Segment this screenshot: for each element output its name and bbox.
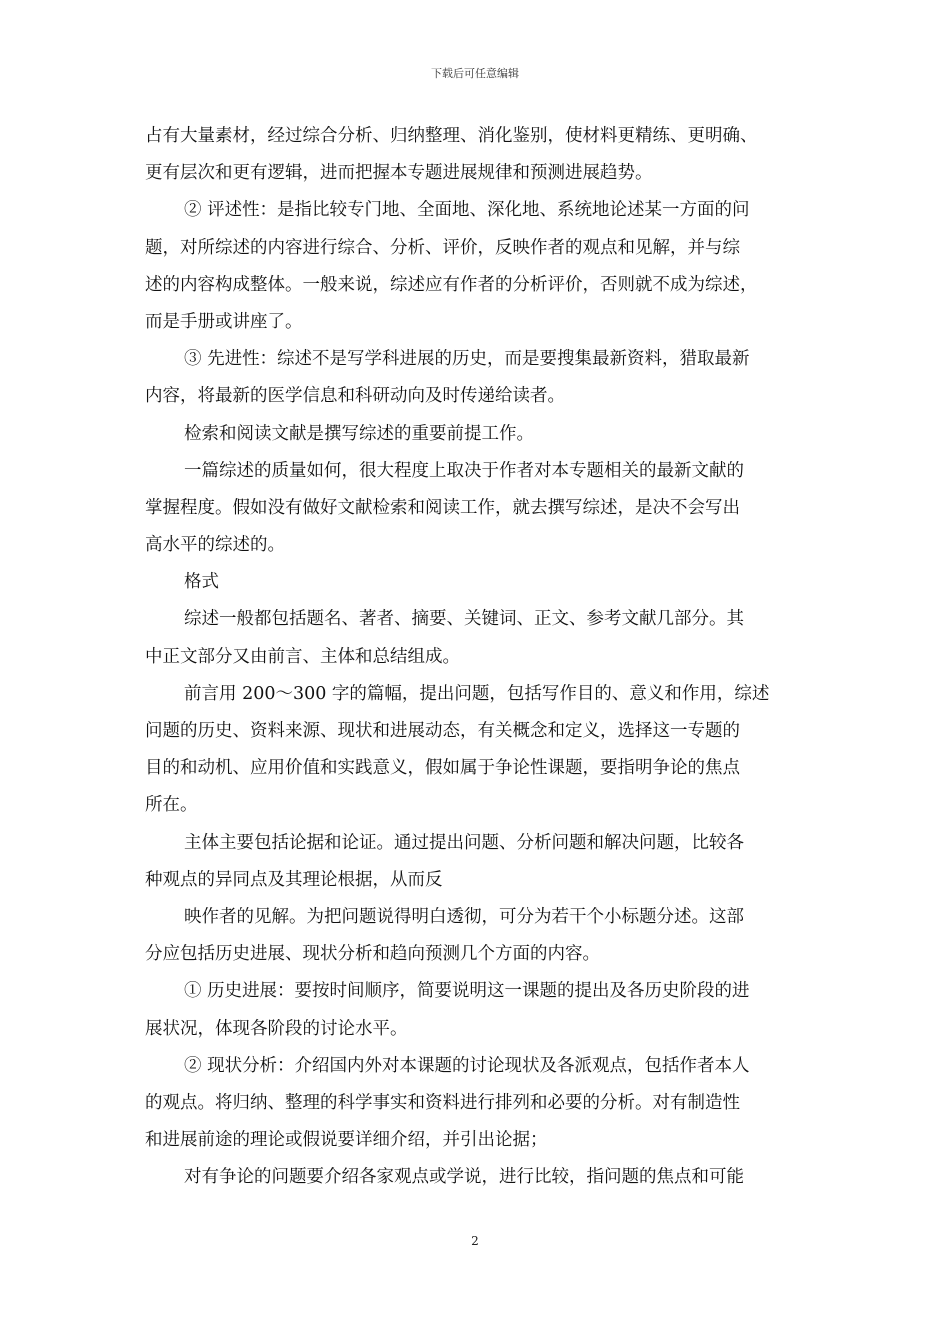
text-line: 题，对所综述的内容进行综合、分析、评价，反映作者的观点和见解，并与综 [145, 237, 740, 258]
text-line: 主体主要包括论据和论证。通过提出问题、分析问题和解决问题，比较各 [184, 832, 744, 853]
text-line: ① 历史进展：要按时间顺序，简要说明这一课题的提出及各历史阶段的进 [184, 981, 750, 1002]
text-line: 前言用 200～300 字的篇幅，提出问题，包括写作目的、意义和作用，综述 [184, 683, 770, 704]
text-line: 占有大量素材，经过综合分析、归纳整理、消化鉴别，使材料更精练、更明确、 [145, 126, 758, 146]
text-line: 掌握程度。假如没有做好文献检索和阅读工作，就去撰写综述，是决不会写出 [145, 497, 740, 518]
text-line: 中正文部分又由前言、主体和总结组成。 [145, 646, 460, 667]
text-line: 映作者的见解。为把问题说得明白透彻，可分为若干个小标题分述。这部 [184, 906, 744, 927]
text-line: 述的内容构成整体。一般来说，综述应有作者的分析评价，否则就不成为综述， [145, 274, 758, 295]
text-line: ③ 先进性：综述不是写学科进展的历史，而是要搜集最新资料，猎取最新 [184, 349, 750, 370]
text-line: 展状况，体现各阶段的讨论水平。 [145, 1018, 408, 1039]
text-line: 种观点的异同点及其理论根据，从而反 [145, 869, 443, 890]
text-line: 高水平的综述的。 [145, 535, 285, 556]
page-header: 下载后可任意编辑 [431, 67, 519, 80]
text-line: 所在。 [145, 795, 198, 816]
text-line: 内容，将最新的医学信息和科研动向及时传递给读者。 [145, 386, 565, 407]
text-line: 更有层次和更有逻辑，进而把握本专题进展规律和预测进展趋势。 [145, 163, 653, 184]
document-body [145, 118, 820, 1196]
text-line: 而是手册或讲座了。 [145, 311, 303, 332]
text-line: 一篇综述的质量如何，很大程度上取决于作者对本专题相关的最新文献的 [184, 460, 744, 481]
text-line: ② 现状分析：介绍国内外对本课题的讨论现状及各派观点，包括作者本人 [184, 1055, 750, 1076]
text-line: 的观点。将归纳、整理的科学事实和资料进行排列和必要的分析。对有制造性 [145, 1092, 740, 1113]
text-line: 格式 [184, 572, 219, 593]
text-line: 分应包括历史进展、现状分析和趋向预测几个方面的内容。 [145, 944, 600, 965]
text-line: 检索和阅读文献是撰写综述的重要前提工作。 [184, 423, 534, 444]
page-number: 2 [471, 1234, 479, 1248]
text-line: 对有争论的问题要介绍各家观点或学说，进行比较，指问题的焦点和可能 [184, 1167, 744, 1188]
text-line: 问题的历史、资料来源、现状和进展动态，有关概念和定义，选择这一专题的 [145, 721, 740, 741]
text-line: 综述一般都包括题名、著者、摘要、关键词、正文、参考文献几部分。其 [184, 609, 744, 630]
text-line: 目的和动机、应用价值和实践意义，假如属于争论性课题，要指明争论的焦点 [145, 758, 740, 779]
text-line: 和进展前途的理论或假说要详细介绍，并引出论据； [145, 1130, 548, 1151]
text-line: ② 评述性：是指比较专门地、全面地、深化地、系统地论述某一方面的问 [184, 200, 750, 221]
